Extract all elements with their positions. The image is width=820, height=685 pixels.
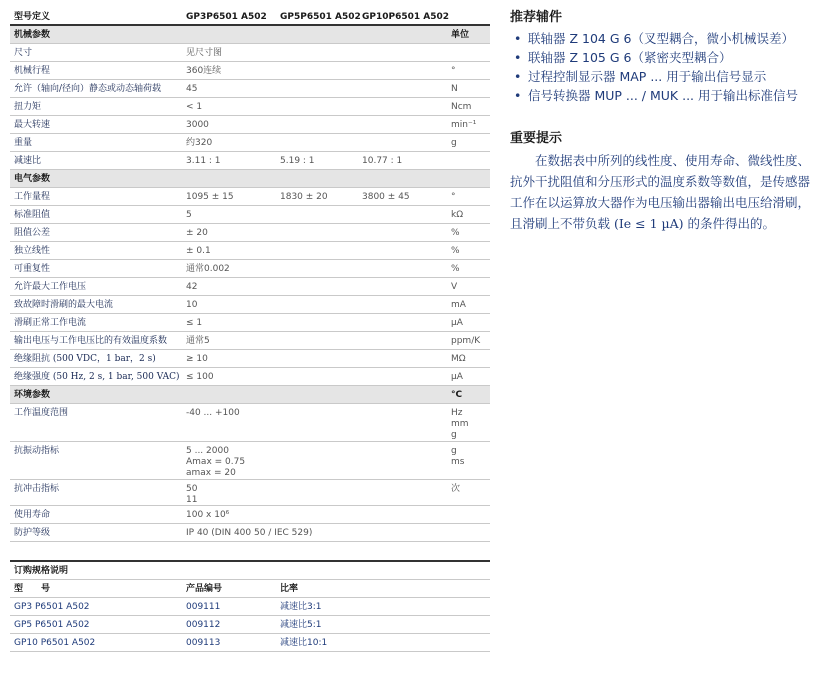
table-row — [10, 152, 490, 170]
table-cell: ° — [451, 192, 456, 202]
section-row — [10, 170, 490, 188]
accessory-label: 联轴器 Z 104 G 6（叉型耦合，微小机械误差） — [528, 31, 794, 46]
table-row — [10, 242, 490, 260]
table-cell: < 1 — [186, 102, 203, 112]
accessory-item — [510, 67, 815, 86]
table-cell: 工作温度范围 — [14, 408, 69, 418]
bullet-icon: • — [514, 88, 522, 103]
table-cell: GP10P6501 A502 — [362, 12, 450, 22]
right-column — [510, 6, 815, 234]
table-row — [10, 404, 490, 442]
table-cell: % — [451, 228, 460, 238]
section-row — [10, 386, 490, 404]
table-cell: mA — [451, 300, 466, 310]
order-title — [10, 562, 490, 580]
table-row — [10, 44, 490, 62]
section-row — [10, 26, 490, 44]
table-cell: °C — [451, 390, 463, 400]
table-cell: 5.19 : 1 — [280, 156, 315, 166]
bullet-icon: • — [514, 69, 522, 84]
table-cell: 通常0.002 — [186, 264, 230, 274]
table-cell: 独立线性 — [14, 246, 51, 256]
order-cell: GP10 P6501 A502 — [14, 638, 96, 648]
table-row — [10, 296, 490, 314]
table-cell: 42 — [186, 282, 198, 292]
table-cell: -40 ... +100 — [186, 408, 240, 418]
table-row — [10, 524, 490, 542]
table-cell: 3.11 : 1 — [186, 156, 221, 166]
table-row — [10, 98, 490, 116]
accessory-label: 联轴器 Z 105 G 6（紧密夹型耦合） — [528, 50, 732, 65]
table-row — [10, 368, 490, 386]
table-cell: 致故障时滑刷的最大电流 — [14, 300, 114, 310]
table-cell: 可重复性 — [14, 264, 51, 274]
table-cell: 尺寸 — [14, 48, 33, 58]
table-cell: g — [451, 138, 457, 148]
table-cell: 45 — [186, 84, 198, 94]
table-cell: 输出电压与工作电压比的有效温度系数 — [14, 336, 168, 346]
accessory-item — [510, 29, 815, 48]
table-cell: ≤ 1 — [186, 318, 203, 328]
order-cell: 减速比10:1 — [280, 638, 328, 648]
table-cell: 50 11 — [186, 484, 198, 505]
table-cell: 360连续 — [186, 66, 222, 76]
order-cell: 009113 — [186, 638, 221, 648]
table-row — [10, 506, 490, 524]
table-cell: 约320 — [186, 138, 213, 148]
table-cell: 型号定义 — [14, 12, 51, 22]
notice-text: 在数据表中所列的线性度、使用寿命、微线性度、抗外干扰阻值和分压形式的温度系数等数值，是传感器工作在以运算放大器作为电压输出器输出电压给滑刷，且滑刷上不带负载 (Ie ≤ 1 µA) 的条件得出的。 — [510, 153, 811, 231]
table-cell: 工作量程 — [14, 192, 51, 202]
table-cell: 允许最大工作电压 — [14, 282, 87, 292]
order-cell: GP5 P6501 A502 — [14, 620, 90, 630]
table-cell: N — [451, 84, 458, 94]
table-row — [10, 442, 490, 480]
table-cell: µA — [451, 318, 463, 328]
bullet-icon: • — [514, 31, 522, 46]
table-row — [10, 62, 490, 80]
table-cell: 3800 ± 45 — [362, 192, 410, 202]
table-cell: % — [451, 246, 460, 256]
table-row — [10, 350, 490, 368]
table-cell: IP 40 (DIN 400 50 / IEC 529) — [186, 528, 313, 538]
table-cell: 防护等级 — [14, 528, 51, 538]
table-row — [10, 224, 490, 242]
table-cell: 标准阻值 — [14, 210, 51, 220]
table-cell: 扭力矩 — [14, 102, 42, 112]
table-cell: 阻值公差 — [14, 228, 51, 238]
table-cell: 10 — [186, 300, 198, 310]
table-row — [10, 260, 490, 278]
accessories-title: 推荐辅件 — [510, 10, 563, 25]
order-row — [10, 634, 490, 652]
table-row — [10, 188, 490, 206]
table-row — [10, 480, 490, 506]
order-title-text: 订购规格说明 — [14, 566, 69, 576]
order-row — [10, 598, 490, 616]
table-cell: ± 0.1 — [186, 246, 211, 256]
table-cell: Ncm — [451, 102, 472, 112]
table-row — [10, 314, 490, 332]
accessory-label: 信号转换器 MUP ... / MUK ... 用于输出标准信号 — [528, 88, 798, 103]
table-cell: GP5P6501 A502 — [280, 12, 361, 22]
table-cell: min⁻¹ — [451, 120, 477, 130]
table-row — [10, 206, 490, 224]
table-cell: 抗振动指标 — [14, 446, 60, 456]
table-cell: 抗冲击指标 — [14, 484, 60, 494]
table-row — [10, 278, 490, 296]
table-row — [10, 116, 490, 134]
table-cell: 5 ... 2000 Amax = 0.75 amax = 20 — [186, 446, 246, 478]
table-cell: 通常5 — [186, 336, 210, 346]
table-cell: 重量 — [14, 138, 33, 148]
table-cell: 5 — [186, 210, 192, 220]
table-row — [10, 80, 490, 98]
table-row — [10, 134, 490, 152]
table-row — [10, 332, 490, 350]
table-cell: V — [451, 282, 458, 292]
table-cell: ppm/K — [451, 336, 481, 346]
order-cell: 减速比5:1 — [280, 620, 322, 630]
table-cell: 3000 — [186, 120, 209, 130]
table-cell: ° — [451, 66, 456, 76]
table-cell: 允许（轴向/径向）静态或动态轴荷载 — [14, 84, 162, 94]
table-cell: 最大转速 — [14, 120, 51, 130]
table-cell: 滑刷正常工作电流 — [14, 318, 87, 328]
table-cell: % — [451, 264, 460, 274]
table-cell: 使用寿命 — [14, 510, 51, 520]
order-cell: 比率 — [280, 584, 299, 594]
table-cell: 见尺寸图 — [186, 48, 223, 58]
bullet-icon: • — [514, 50, 522, 65]
table-cell: µA — [451, 372, 463, 382]
table-cell: 次 — [451, 484, 461, 494]
accessory-item — [510, 48, 815, 67]
table-divider — [10, 542, 490, 562]
table-cell: 单位 — [451, 30, 470, 40]
order-cell: 产品编号 — [186, 584, 223, 594]
spec-table — [10, 8, 490, 652]
table-cell: 绝缘强度 (50 Hz, 2 s, 1 bar, 500 VAC) — [14, 372, 180, 382]
table-cell: 电气参数 — [14, 174, 51, 184]
order-cell: 减速比3:1 — [280, 602, 322, 612]
accessory-item — [510, 86, 815, 105]
table-cell: 机械行程 — [14, 66, 51, 76]
table-cell: 100 x 10⁶ — [186, 510, 230, 520]
table-cell: Hz mm g — [451, 408, 469, 440]
table-cell: kΩ — [451, 210, 464, 220]
table-cell: 机械参数 — [14, 30, 51, 40]
table-cell: MΩ — [451, 354, 466, 364]
notice-title: 重要提示 — [510, 131, 563, 146]
table-cell: 1095 ± 15 — [186, 192, 234, 202]
table-cell: 环境参数 — [14, 390, 51, 400]
table-cell: ≥ 10 — [186, 354, 208, 364]
order-cell: 型 号 — [14, 584, 51, 594]
table-cell: 减速比 — [14, 156, 42, 166]
table-cell: GP3P6501 A502 — [186, 12, 267, 22]
order-cell: 009111 — [186, 602, 221, 612]
table-header-row — [10, 8, 490, 26]
table-cell: ≤ 100 — [186, 372, 214, 382]
table-cell: g ms — [451, 446, 465, 467]
table-cell: 10.77 : 1 — [362, 156, 403, 166]
order-row — [10, 616, 490, 634]
accessories-list — [510, 29, 815, 105]
accessory-label: 过程控制显示器 MAP ... 用于输出信号显示 — [528, 69, 767, 84]
table-cell: 1830 ± 20 — [280, 192, 328, 202]
order-cell: GP3 P6501 A502 — [14, 602, 90, 612]
table-cell: ± 20 — [186, 228, 208, 238]
table-cell: 绝缘阻抗 (500 VDC，1 bar，2 s) — [14, 354, 156, 364]
order-cell: 009112 — [186, 620, 221, 630]
order-header-row — [10, 580, 490, 598]
